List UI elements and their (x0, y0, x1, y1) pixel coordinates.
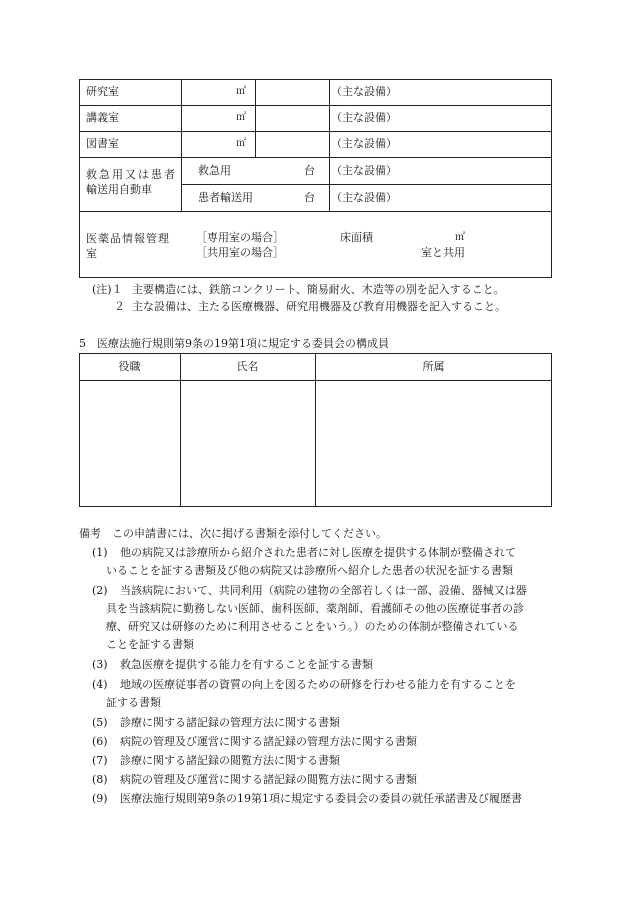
equipment-label: （主な設備） (331, 191, 397, 204)
item-number: (5) (92, 716, 108, 729)
floor-area-label: 床面積 (340, 231, 373, 244)
row-divider (79, 105, 552, 106)
item-number: (2) (92, 584, 108, 597)
equipment-label: （主な設備） (331, 137, 397, 150)
shared-label: ［共用室の場合］ (196, 246, 284, 259)
item-text: 地域の医療従事者の資質の向上を図るための研修を行わせる能力を有することを (120, 678, 516, 691)
item-number: (1) (92, 546, 108, 559)
col-divider (329, 79, 330, 211)
vehicle-label: 救急用又は患者 (86, 168, 177, 181)
note-number: ２ (114, 300, 125, 313)
note-2: 主な設備は、主たる医療機器、研究用機器及び教育用機器を記入すること。 (132, 300, 506, 313)
item-text: 診療に関する諸記録の管理方法に関する書類 (120, 716, 340, 729)
note-prefix: (注)１ (92, 283, 123, 296)
vehicle-label-2: 輸送用自動車 (86, 183, 152, 196)
ambulance-label: 救急用 (198, 164, 231, 177)
item-text: 救急医療を提供する能力を有することを証する書類 (120, 658, 373, 671)
col-divider (315, 353, 316, 507)
facility-label: 研究室 (86, 85, 119, 98)
item-text: 病院の管理及び運営に関する諸記録の閲覧方法に関する書類 (120, 773, 417, 786)
item-text: 病院の管理及び運営に関する諸記録の管理方法に関する書類 (120, 735, 417, 748)
shared-suffix: 室と共用 (421, 246, 465, 259)
item-text: ことを証する書類 (106, 638, 194, 651)
section-title: 5 医療法施行規則第9条の19第1項に規定する委員会の構成員 (79, 337, 389, 350)
header-affiliation: 所属 (422, 360, 445, 373)
equipment-label: （主な設備） (331, 111, 397, 124)
item-text: いることを証する書類及び他の病院又は診療所へ紹介した患者の状況を証する書類 (106, 564, 513, 577)
item-number: (9) (92, 792, 108, 805)
area-unit: ㎡ (236, 86, 246, 97)
item-number: (8) (92, 773, 108, 786)
dedicated-label: ［専用室の場合］ (196, 231, 284, 244)
area-unit: ㎡ (236, 138, 246, 149)
item-number: (4) (92, 678, 108, 691)
item-text: 療、研究又は研修のために利用させることをいう。）のための体制が整備されている (106, 620, 519, 633)
item-text: 証する書類 (106, 696, 161, 709)
item-number: (6) (92, 735, 108, 748)
area-unit: ㎡ (455, 232, 465, 243)
item-text: 医療法施行規則第9条の19第1項に規定する委員会の委員の就任承諾書及び履歴書 (120, 792, 522, 805)
row-divider (79, 131, 552, 132)
vehicle-unit: 台 (304, 164, 315, 177)
col-divider (255, 79, 256, 157)
header-position: 役職 (118, 360, 141, 373)
facility-label: 講義室 (86, 111, 119, 124)
drug-info-label: 医薬品情報管理 (86, 232, 170, 245)
col-divider (181, 79, 182, 211)
col-divider (180, 353, 181, 507)
transport-label: 患者輸送用 (198, 191, 253, 204)
area-unit: ㎡ (236, 112, 246, 123)
row-divider (79, 211, 552, 212)
equipment-label: （主な設備） (331, 164, 397, 177)
remarks-intro: 備考 この申請書には、次に掲げる書類を添付してください。 (79, 527, 387, 540)
vehicle-unit: 台 (304, 191, 315, 204)
item-text: 具を当該病院に勤務しない医師、歯科医師、薬剤師、看護師その他の医療従事者の診 (106, 602, 524, 615)
item-text: 診療に関する諸記録の閲覧方法に関する書類 (120, 754, 340, 767)
drug-info-label-2: 室 (86, 247, 97, 260)
row-divider (181, 184, 552, 185)
item-number: (7) (92, 754, 108, 767)
equipment-label: （主な設備） (331, 85, 397, 98)
note-1: 主要構造には、鉄筋コンクリート、簡易耐火、木造等の別を記入すること。 (132, 283, 505, 296)
item-text: 他の病院又は診療所から紹介された患者に対し医療を提供する体制が整備されて (120, 546, 516, 559)
item-number: (3) (92, 658, 108, 671)
item-text: 当該病院において、共同利用（病院の建物の全部若しくは一部、設備、器械又は器 (120, 584, 527, 597)
facility-label: 図書室 (86, 137, 119, 150)
row-divider (79, 157, 552, 158)
header-name: 氏名 (236, 360, 259, 373)
